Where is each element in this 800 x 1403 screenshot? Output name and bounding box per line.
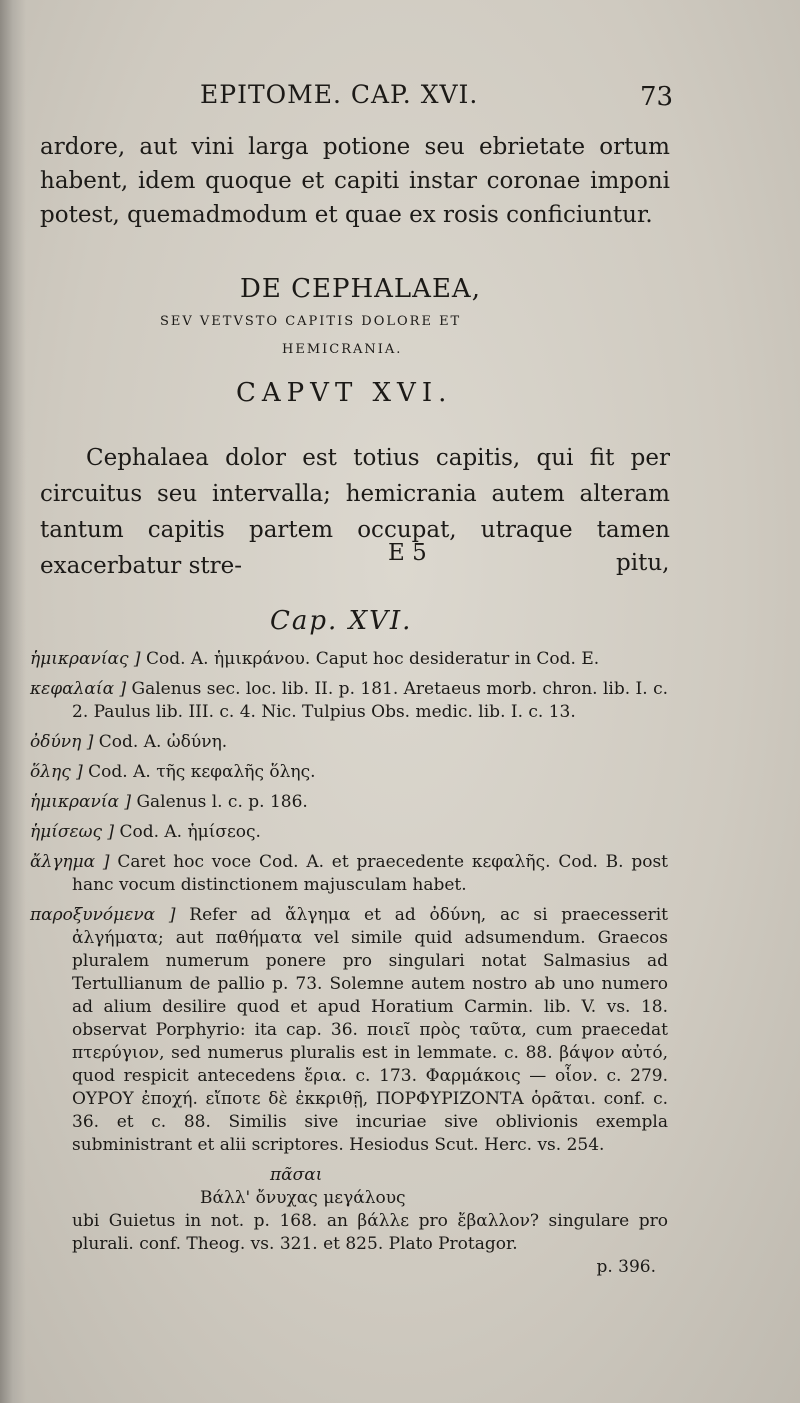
section-subtitle-2: HEMICRANIA. xyxy=(282,342,403,357)
note-lemma: παροξυνόμενα ] xyxy=(30,905,176,925)
page-spine-shadow xyxy=(0,0,26,1403)
note-lemma: ἄλγημα ] xyxy=(30,852,110,872)
note-lemma: ἡμικρανίας ] xyxy=(30,649,141,669)
signature-mark: E 5 xyxy=(388,540,427,566)
note-text: Cod. A. ὠδύνη. xyxy=(98,732,228,752)
note-continuation: ubi Guietus in not. p. 168. an βάλλε pro ἔβαλλον? singulare pro plurali. conf. Theog. vs. 321. et 825. Plato Protagor. xyxy=(72,1211,668,1254)
top-paragraph-block xyxy=(40,130,670,232)
section-title: DE CEPHALAEA, xyxy=(240,274,481,304)
notes-heading: Cap. XVI. xyxy=(270,606,413,636)
note-text: Cod. A. ἡμίσεος. xyxy=(119,822,261,842)
note-7 xyxy=(30,851,668,897)
notes-block xyxy=(30,648,668,1279)
note-6 xyxy=(30,821,668,844)
note-text: Refer ad ἄλγημα et ad ὀδύνη, ac si praecesserit ἀλγήματα; aut παθήματα vel simile quid adsumendum. Graecos pluralem numerum ponere pro singulari notat Salmasius ad Tertullianum de pallio p. 73. Solemne autem nostro ab uno numero ad alium desilire quod et apud Horatium Carmin. lib. V. vs. 18. observat Porphyrio: ita cap. 36. ποιεῖ πρὸς ταῦτα, cum praecedat πτερύγιον, sed numerus pluralis est in lemmate. c. 88. βάψον αὐτό, quod respicit antecedens ἔρια. c. 173. Φαρμάκοις — οἷον. c. 279. ΟΥΡΟΥ ἐποχή. εἴποτε δὲ ἐκκριθῇ, ΠΟΡΦΥΡΙΖΟΝΤΑ ὁρᾶται. conf. c. 36. et c. 88. Similis sive incuriae sive oblivionis exempla subministrant et alii scriptores. Hesiodus Scut. Herc. vs. 254. xyxy=(72,905,668,1155)
note-tail-reference: p. 396. xyxy=(596,1257,656,1277)
note-1 xyxy=(30,648,668,671)
note-text: Galenus l. c. p. 186. xyxy=(136,792,308,812)
note-8 xyxy=(30,904,668,1157)
note-text: Cod. A. τῆς κεφαλῆς ὅλης. xyxy=(88,762,316,782)
verse-superscript: πᾶσαι xyxy=(270,1165,323,1185)
main-paragraph-block xyxy=(40,440,670,584)
page-number: 73 xyxy=(640,82,674,112)
note-5 xyxy=(30,791,668,814)
note-lemma: κεφαλαία ] xyxy=(30,679,127,699)
note-3 xyxy=(30,731,668,754)
note-4 xyxy=(30,761,668,784)
section-subtitle-1: SEV VETVSTO CAPITIS DOLORE ET xyxy=(160,314,462,329)
note-lemma: ἡμίσεως ] xyxy=(30,822,115,842)
note-text: Cod. A. ἡμικράνου. Caput hoc desideratur in Cod. E. xyxy=(145,649,600,669)
running-title: EPITOME. CAP. XVI. xyxy=(200,80,479,109)
catchword: pitu, xyxy=(616,550,670,576)
note-2 xyxy=(30,678,668,724)
note-text: Caret hoc voce Cod. A. et praecedente κεφαλῆς. Cod. B. post hanc vocum distinctionem majusculam habet. xyxy=(72,852,669,895)
note-lemma: ἡμικρανία ] xyxy=(30,792,132,812)
note-lemma: ὀδύνη ] xyxy=(30,732,94,752)
note-lemma: ὅλης ] xyxy=(30,762,83,782)
chapter-heading: CAPVT XVI. xyxy=(236,378,453,408)
note-text: Galenus sec. loc. lib. II. p. 181. Aretaeus morb. chron. lib. I. c. 2. Paulus lib. III. c. 4. Nic. Tulpius Obs. medic. lib. I. c. 13. xyxy=(72,679,668,722)
verse-line: Βάλλ' ὄνυχας μεγάλους xyxy=(200,1188,406,1208)
main-paragraph: Cephalaea dolor est totius capitis, qui fit per circuitus seu intervalla; hemicrania autem alteram tantum capitis partem occupat, utraque tamen exacerbatur stre- xyxy=(40,445,670,579)
top-paragraph: ardore, aut vini larga potione seu ebrietate ortum habent, idem quoque et capiti instar coronae imponi potest, quemadmodum et quae ex rosis conficiuntur. xyxy=(40,134,670,228)
